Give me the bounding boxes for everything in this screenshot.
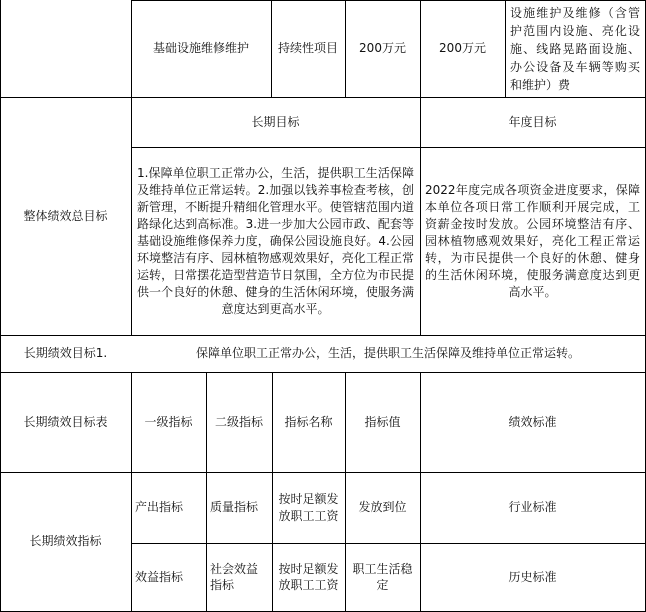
row-top-amount-1: 200万元 [359, 41, 406, 56]
table-row-1-name: 按时足额发放职工工资 [278, 492, 339, 523]
table-header-label: 长期绩效目标表 [23, 414, 108, 429]
header-value: 指标值 [364, 414, 401, 429]
goal1-text: 保障单位职工正常办公，生活，提供职工生活保障及维持单位正常运转。 [195, 346, 580, 361]
overall-label: 整体绩效总目标 [23, 208, 108, 223]
table-row-1-standard: 行业标准 [508, 500, 557, 515]
table-row-2-name: 按时足额发放职工工资 [278, 561, 339, 592]
row-top-item: 基础设施维修维护 [152, 41, 249, 56]
table-row-2-value: 职工生活稳定 [352, 561, 413, 592]
table-row-1-value: 发放到位 [358, 500, 407, 515]
row-top-description-text: 设施维护及维修（含管护范围内设施、亮化设施、线路晃路面设施、办公设备及车辆等购买和维护）费 [510, 5, 640, 92]
goal1-label: 长期绩效目标1. [23, 346, 108, 361]
header-standard: 绩效标准 [508, 414, 557, 429]
table-row-1-level2: 质量指标 [210, 500, 259, 515]
table-row-1-level1: 产出指标 [135, 500, 184, 515]
long-term-goal-header: 长期目标 [251, 114, 300, 129]
annual-goal-header: 年度目标 [508, 114, 557, 129]
row-top-nature: 持续性项目 [277, 41, 338, 56]
table-row-2-standard: 历史标准 [508, 569, 557, 584]
header-level1: 一级指标 [144, 414, 193, 429]
annual-goal-cell [420, 147, 645, 335]
long-term-goal-text: 1.保障单位职工正常办公，生活，提供职工生活保障及维持单位正常运转。2.加强以钱养事检查考核，创新管理，不断提升精细化管理水平。使管辖范围内道路绿化达到高标准。3.进一步加大公园市政、配套等基础设施维修保养力度，确保公园设施良好。4.公园环境整洁有序、园林植物感观效果好，亮化工程正常运转，日常摆花造型营造节日氛围，全方位为市民提供一个良好的休憩、健身的生活休闲环境，使服务满意度达到更高水平。 [137, 165, 414, 316]
row-top-amount-2: 200万元 [439, 41, 486, 56]
header-name: 指标名称 [284, 414, 333, 429]
indicators-label: 长期绩效指标 [29, 534, 102, 549]
table-row-2-level2: 社会效益指标 [210, 561, 259, 592]
table-row-2-level1: 效益指标 [135, 569, 184, 584]
row-top-description [505, 0, 645, 97]
annual-goal-text: 2022年度完成各项资金进度要求，保障本单位各项日常工作顺利开展完成，工资薪金按时发放。公园环境整洁有序、园林植物感观效果好，亮化工程正常运转，为市民提供一个良好的休憩、健身的生活休闲环境，使服务满意度达到更高水平。 [425, 182, 640, 299]
header-level2: 二级指标 [214, 414, 263, 429]
long-term-goal-cell [131, 147, 420, 335]
